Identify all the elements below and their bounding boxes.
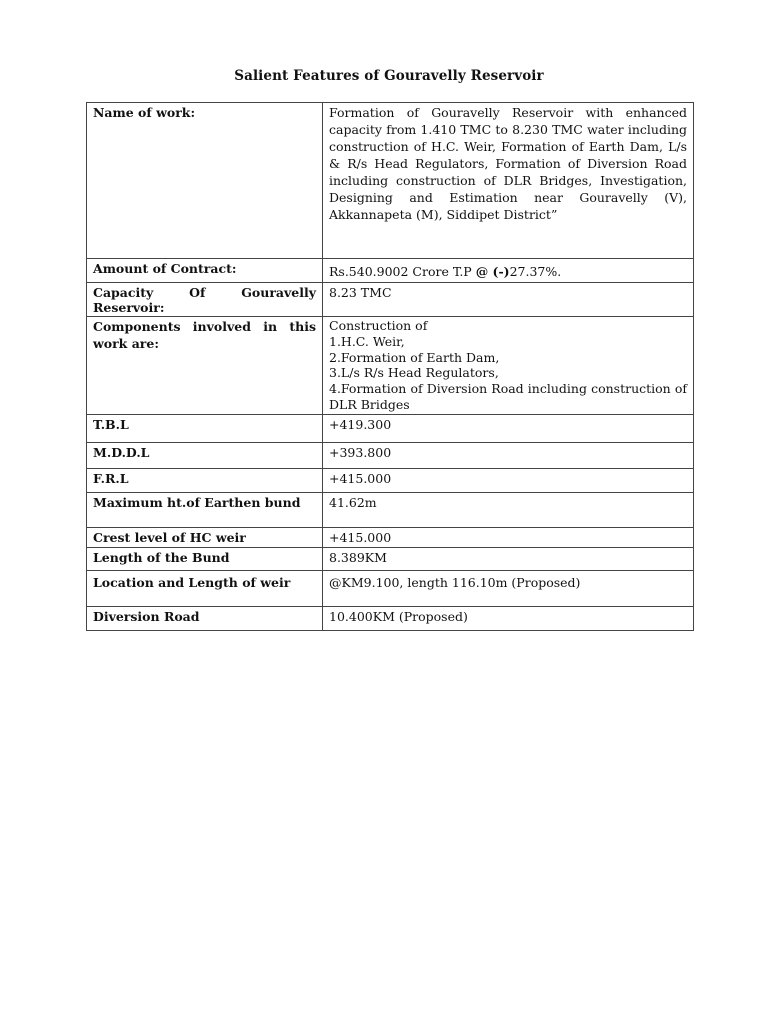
row-value: 41.62m <box>323 492 694 527</box>
row-key: Name of work: <box>87 103 323 259</box>
table-row <box>87 259 694 283</box>
row-key: Location and Length of weir <box>87 570 323 606</box>
row-value: +415.000 <box>323 527 694 547</box>
table-row <box>87 414 694 442</box>
component-line: Construction of <box>329 318 428 333</box>
amount-suffix: 27.37%. <box>509 264 562 279</box>
row-value: 10.400KM (Proposed) <box>323 606 694 630</box>
table-row <box>87 317 694 415</box>
row-key: F.R.L <box>87 468 323 492</box>
row-key: Amount of Contract: <box>87 259 323 283</box>
row-value <box>323 259 694 283</box>
table-row <box>87 492 694 527</box>
row-key: M.D.D.L <box>87 442 323 468</box>
row-key: Maximum ht.of Earthen bund <box>87 492 323 527</box>
row-value: 8.23 TMC <box>323 283 694 317</box>
row-value: +419.300 <box>323 414 694 442</box>
document-title: Salient Features of Gouravelly Reservoir <box>234 68 544 84</box>
table-row <box>87 547 694 570</box>
component-line: 1.H.C. Weir, <box>329 333 405 349</box>
row-value: +393.800 <box>323 442 694 468</box>
salient-features-table <box>86 102 694 631</box>
table-row <box>87 570 694 606</box>
table-row <box>87 606 694 630</box>
component-line: 3.L/s R/s Head Regulators, <box>329 365 499 381</box>
table-row <box>87 103 694 259</box>
row-value <box>323 317 694 415</box>
row-key: Components involved in this work are: <box>87 317 323 415</box>
table-row <box>87 283 694 317</box>
row-key: Diversion Road <box>87 606 323 630</box>
row-key: T.B.L <box>87 414 323 442</box>
component-line: 2.Formation of Earth Dam, <box>329 349 500 365</box>
amount-prefix: Rs.540.9002 Crore T.P <box>329 264 476 279</box>
table-row <box>87 468 694 492</box>
row-value: +415.000 <box>323 468 694 492</box>
row-value: @KM9.100, length 116.10m (Proposed) <box>323 570 694 606</box>
table-row <box>87 527 694 547</box>
amount-rate-sign: @ (-) <box>475 264 510 279</box>
row-value: Formation of Gouravelly Reservoir with enhanced capacity from 1.410 TMC to 8.230 TMC water including construction of H.C. Weir, Formation of Earth Dam, L/s & R/s Head Regulators, Formation of Diversion Road including construction of DLR Bridges, Investigation, Designing and Estimation near Gouravelly (V), Akkannapeta (M), Siddipet District” <box>323 103 694 259</box>
row-value: 8.389KM <box>323 547 694 570</box>
table-row <box>87 442 694 468</box>
row-key: Capacity Of Gouravelly Reservoir: <box>87 283 323 317</box>
row-key: Crest level of HC weir <box>87 527 323 547</box>
row-key: Length of the Bund <box>87 547 323 570</box>
component-line: 4.Formation of Diversion Road including construction of DLR Bridges <box>329 381 687 412</box>
